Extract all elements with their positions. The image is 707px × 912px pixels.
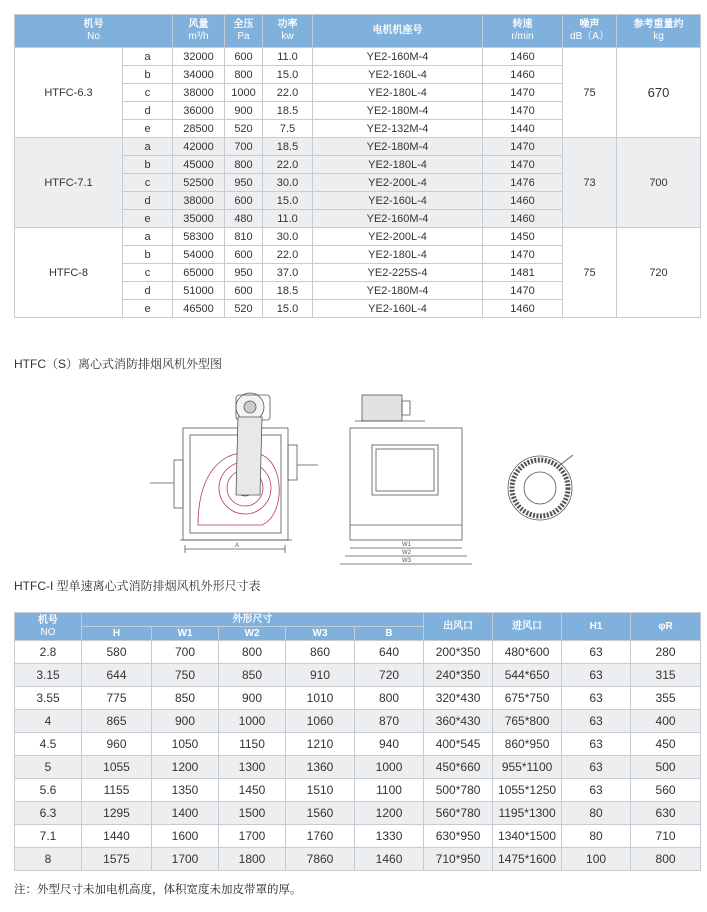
h1-cell: 63 <box>562 756 631 779</box>
front-housing-inner <box>190 435 281 533</box>
motor-cell: YE2-180M-4 <box>313 282 483 300</box>
h-cell: 1155 <box>82 779 152 802</box>
dimension-header-row-1 <box>15 613 701 627</box>
dimension-row <box>15 848 701 871</box>
w2-cell: 1000 <box>219 710 286 733</box>
w1-cell: 1700 <box>152 848 219 871</box>
inlet-cell: 1055*1250 <box>493 779 562 802</box>
performance-row <box>15 48 701 66</box>
dimension-row <box>15 664 701 687</box>
performance-row <box>15 138 701 156</box>
w3-cell: 1010 <box>286 687 355 710</box>
inlet-cell: 1340*1500 <box>493 825 562 848</box>
speed-cell: 1460 <box>483 210 563 228</box>
model-variant-cell: a <box>123 48 173 66</box>
w1-cell: 1350 <box>152 779 219 802</box>
w1-cell: 1400 <box>152 802 219 825</box>
volume-cell: 35000 <box>173 210 225 228</box>
dimension-row <box>15 825 701 848</box>
header-pressure: 全压 Pa <box>225 15 263 48</box>
speed-cell: 1470 <box>483 138 563 156</box>
outlet-cell: 500*780 <box>424 779 493 802</box>
volume-cell: 45000 <box>173 156 225 174</box>
model-variant-cell: d <box>123 102 173 120</box>
b-cell: 870 <box>355 710 424 733</box>
outlet-cell: 360*430 <box>424 710 493 733</box>
pressure-cell: 520 <box>225 300 263 318</box>
h-cell: 960 <box>82 733 152 756</box>
pressure-cell: 600 <box>225 246 263 264</box>
h1-cell: 80 <box>562 825 631 848</box>
b-cell: 1000 <box>355 756 424 779</box>
h-cell: 1295 <box>82 802 152 825</box>
phir-cell: 630 <box>631 802 701 825</box>
model-variant-cell: d <box>123 192 173 210</box>
h1-cell: 63 <box>562 733 631 756</box>
w3-cell: 1510 <box>286 779 355 802</box>
header-motor: 电机机座号 <box>313 15 483 48</box>
outline-drawing-title: HTFC（S）离心式消防排烟风机外型图 <box>14 357 222 371</box>
w3-cell: 910 <box>286 664 355 687</box>
b-cell: 640 <box>355 641 424 664</box>
model-variant-cell: b <box>123 66 173 84</box>
model-variant-cell: a <box>123 138 173 156</box>
left-flange <box>174 460 183 508</box>
volume-cell: 54000 <box>173 246 225 264</box>
model-cell: HTFC-6.3 <box>15 48 123 138</box>
w2-cell: 1150 <box>219 733 286 756</box>
w3-cell: 1060 <box>286 710 355 733</box>
outlet-cell: 240*350 <box>424 664 493 687</box>
h1-cell: 80 <box>562 802 631 825</box>
volume-cell: 65000 <box>173 264 225 282</box>
w3-cell: 7860 <box>286 848 355 871</box>
h1-cell: 100 <box>562 848 631 871</box>
dimension-row <box>15 779 701 802</box>
power-cell: 30.0 <box>263 228 313 246</box>
noise-cell: 75 <box>563 228 617 318</box>
speed-cell: 1470 <box>483 246 563 264</box>
power-cell: 37.0 <box>263 264 313 282</box>
phir-cell: 500 <box>631 756 701 779</box>
dim-header-outlet: 出风口 <box>424 613 493 641</box>
pressure-cell: 810 <box>225 228 263 246</box>
front-view-drawing <box>150 393 318 553</box>
w2-cell: 1700 <box>219 825 286 848</box>
w1-cell: 850 <box>152 687 219 710</box>
b-cell: 720 <box>355 664 424 687</box>
model-variant-cell: d <box>123 282 173 300</box>
dim-header-w2: W2 <box>219 627 286 641</box>
speed-cell: 1460 <box>483 48 563 66</box>
b-cell: 1200 <box>355 802 424 825</box>
power-cell: 18.5 <box>263 138 313 156</box>
phir-cell: 560 <box>631 779 701 802</box>
volume-cell: 42000 <box>173 138 225 156</box>
motor-cell: YE2-160L-4 <box>313 192 483 210</box>
motor-cell: YE2-180L-4 <box>313 84 483 102</box>
h-cell: 865 <box>82 710 152 733</box>
dimension-row <box>15 710 701 733</box>
phir-cell: 450 <box>631 733 701 756</box>
power-cell: 22.0 <box>263 246 313 264</box>
pressure-cell: 800 <box>225 66 263 84</box>
speed-cell: 1460 <box>483 66 563 84</box>
pressure-cell: 700 <box>225 138 263 156</box>
volume-cell: 36000 <box>173 102 225 120</box>
fan-outline-drawings <box>0 375 707 575</box>
motor-cell: YE2-180L-4 <box>313 246 483 264</box>
w1-cell: 1200 <box>152 756 219 779</box>
inlet-cell: 1475*1600 <box>493 848 562 871</box>
w1-cell: 700 <box>152 641 219 664</box>
model-variant-cell: b <box>123 156 173 174</box>
dim-header-b: B <box>355 627 424 641</box>
weight-cell: 700 <box>617 138 701 228</box>
weight-cell: 670 <box>617 48 701 138</box>
dim-label-w2: W2 <box>402 550 411 556</box>
h1-cell: 63 <box>562 641 631 664</box>
model-variant-cell: a <box>123 228 173 246</box>
right-flange <box>288 445 297 480</box>
power-cell: 18.5 <box>263 282 313 300</box>
noise-cell: 73 <box>563 138 617 228</box>
header-power: 功率 kw <box>263 15 313 48</box>
inlet-cell: 860*950 <box>493 733 562 756</box>
dim-label-w3: W3 <box>402 558 411 564</box>
motor-shaft <box>244 401 256 413</box>
power-cell: 15.0 <box>263 300 313 318</box>
h-cell: 580 <box>82 641 152 664</box>
pressure-cell: 600 <box>225 282 263 300</box>
w2-cell: 1800 <box>219 848 286 871</box>
h-cell: 644 <box>82 664 152 687</box>
dim-header-group: 外形尺寸 <box>82 613 424 627</box>
dim-header-h1: H1 <box>562 613 631 641</box>
power-cell: 22.0 <box>263 84 313 102</box>
speed-cell: 1450 <box>483 228 563 246</box>
volume-cell: 38000 <box>173 192 225 210</box>
side-motor <box>362 395 402 421</box>
dim-header-h: H <box>82 627 152 641</box>
performance-row <box>15 228 701 246</box>
phir-cell: 400 <box>631 710 701 733</box>
pressure-cell: 600 <box>225 48 263 66</box>
impeller-view-drawing <box>508 455 573 520</box>
power-cell: 7.5 <box>263 120 313 138</box>
phir-cell: 355 <box>631 687 701 710</box>
header-weight: 参考重量约 kg <box>617 15 701 48</box>
w2-cell: 1300 <box>219 756 286 779</box>
motor-cell: YE2-160L-4 <box>313 300 483 318</box>
model-no-cell: 4.5 <box>15 733 82 756</box>
power-cell: 15.0 <box>263 66 313 84</box>
inlet-cell: 675*750 <box>493 687 562 710</box>
motor-cell: YE2-225S-4 <box>313 264 483 282</box>
b-cell: 800 <box>355 687 424 710</box>
speed-cell: 1470 <box>483 282 563 300</box>
volume-cell: 32000 <box>173 48 225 66</box>
model-no-cell: 6.3 <box>15 802 82 825</box>
outlet-cell: 320*430 <box>424 687 493 710</box>
side-motor-end <box>402 401 410 415</box>
model-variant-cell: e <box>123 300 173 318</box>
header-model: 机号 No <box>15 15 173 48</box>
outlet-cell: 560*780 <box>424 802 493 825</box>
power-cell: 11.0 <box>263 48 313 66</box>
model-no-cell: 4 <box>15 710 82 733</box>
volume-cell: 38000 <box>173 84 225 102</box>
header-volume: 风量 m³/h <box>173 15 225 48</box>
speed-cell: 1460 <box>483 192 563 210</box>
model-variant-cell: e <box>123 120 173 138</box>
weight-cell: 720 <box>617 228 701 318</box>
model-variant-cell: c <box>123 264 173 282</box>
dimension-table-body <box>15 641 701 871</box>
model-no-cell: 8 <box>15 848 82 871</box>
pressure-cell: 1000 <box>225 84 263 102</box>
h1-cell: 63 <box>562 710 631 733</box>
motor-cell: YE2-160L-4 <box>313 66 483 84</box>
performance-table-body <box>15 48 701 318</box>
model-no-cell: 2.8 <box>15 641 82 664</box>
outlet-cell: 200*350 <box>424 641 493 664</box>
volume-cell: 34000 <box>173 66 225 84</box>
dimension-table-title: HTFC-I 型单速离心式消防排烟风机外形尺寸表 <box>14 579 261 593</box>
power-cell: 18.5 <box>263 102 313 120</box>
outlet-cell: 710*950 <box>424 848 493 871</box>
motor-cell: YE2-180M-4 <box>313 102 483 120</box>
speed-cell: 1470 <box>483 156 563 174</box>
outlet-cell: 630*950 <box>424 825 493 848</box>
h-cell: 775 <box>82 687 152 710</box>
volume-cell: 52500 <box>173 174 225 192</box>
h1-cell: 63 <box>562 664 631 687</box>
motor-cell: YE2-180L-4 <box>313 156 483 174</box>
volume-cell: 46500 <box>173 300 225 318</box>
phir-cell: 800 <box>631 848 701 871</box>
b-cell: 1100 <box>355 779 424 802</box>
phi-r-leader <box>560 455 573 465</box>
outlet-cell: 450*660 <box>424 756 493 779</box>
model-no-cell: 3.15 <box>15 664 82 687</box>
model-cell: HTFC-7.1 <box>15 138 123 228</box>
model-variant-cell: e <box>123 210 173 228</box>
model-no-cell: 5.6 <box>15 779 82 802</box>
h-cell: 1575 <box>82 848 152 871</box>
dim-label-w1: W1 <box>402 542 411 548</box>
header-speed: 转速 r/min <box>483 15 563 48</box>
pressure-cell: 520 <box>225 120 263 138</box>
pressure-cell: 950 <box>225 174 263 192</box>
speed-cell: 1476 <box>483 174 563 192</box>
volume-cell: 58300 <box>173 228 225 246</box>
front-housing <box>183 428 288 540</box>
power-cell: 30.0 <box>263 174 313 192</box>
power-cell: 15.0 <box>263 192 313 210</box>
power-cell: 11.0 <box>263 210 313 228</box>
w2-cell: 850 <box>219 664 286 687</box>
inlet-cell: 1195*1300 <box>493 802 562 825</box>
w3-cell: 1760 <box>286 825 355 848</box>
footnote: 注：外型尺寸未加电机高度，体积宽度未加皮带罩的厚。 <box>14 884 302 896</box>
motor-cell: YE2-160M-4 <box>313 48 483 66</box>
pressure-cell: 800 <box>225 156 263 174</box>
motor-cell: YE2-200L-4 <box>313 228 483 246</box>
w3-cell: 1360 <box>286 756 355 779</box>
side-outlet <box>372 445 438 495</box>
model-no-cell: 7.1 <box>15 825 82 848</box>
w1-cell: 1600 <box>152 825 219 848</box>
w3-cell: 860 <box>286 641 355 664</box>
dimension-row <box>15 641 701 664</box>
w3-cell: 1210 <box>286 733 355 756</box>
w2-cell: 1500 <box>219 802 286 825</box>
pressure-cell: 900 <box>225 102 263 120</box>
motor-cell: YE2-180M-4 <box>313 138 483 156</box>
dimension-row <box>15 756 701 779</box>
phir-cell: 315 <box>631 664 701 687</box>
w1-cell: 1050 <box>152 733 219 756</box>
motor-cell: YE2-132M-4 <box>313 120 483 138</box>
performance-table <box>14 14 701 318</box>
dim-label-a: A <box>235 543 240 549</box>
dimension-row <box>15 802 701 825</box>
w3-cell: 1560 <box>286 802 355 825</box>
performance-header-row <box>15 15 701 48</box>
model-cell: HTFC-8 <box>15 228 123 318</box>
h1-cell: 63 <box>562 779 631 802</box>
h-cell: 1055 <box>82 756 152 779</box>
motor-cell: YE2-200L-4 <box>313 174 483 192</box>
speed-cell: 1460 <box>483 300 563 318</box>
dim-header-w3: W3 <box>286 627 355 641</box>
power-cell: 22.0 <box>263 156 313 174</box>
b-cell: 1330 <box>355 825 424 848</box>
pressure-cell: 480 <box>225 210 263 228</box>
volume-cell: 28500 <box>173 120 225 138</box>
w2-cell: 900 <box>219 687 286 710</box>
inlet-cell: 765*800 <box>493 710 562 733</box>
pressure-cell: 950 <box>225 264 263 282</box>
dim-header-inlet: 进风口 <box>493 613 562 641</box>
speed-cell: 1470 <box>483 102 563 120</box>
dim-header-w1: W1 <box>152 627 219 641</box>
model-no-cell: 5 <box>15 756 82 779</box>
model-variant-cell: b <box>123 246 173 264</box>
phir-cell: 280 <box>631 641 701 664</box>
model-no-cell: 3.55 <box>15 687 82 710</box>
dim-header-phir: φR <box>631 613 701 641</box>
noise-cell: 75 <box>563 48 617 138</box>
inlet-cell: 955*1100 <box>493 756 562 779</box>
speed-cell: 1440 <box>483 120 563 138</box>
dimension-table <box>14 612 701 871</box>
w2-cell: 800 <box>219 641 286 664</box>
w1-cell: 900 <box>152 710 219 733</box>
h1-cell: 63 <box>562 687 631 710</box>
impeller-inlet <box>524 472 556 504</box>
b-cell: 940 <box>355 733 424 756</box>
dim-header-model: 机号 NO <box>15 613 82 641</box>
dimension-row <box>15 687 701 710</box>
inlet-cell: 544*650 <box>493 664 562 687</box>
speed-cell: 1470 <box>483 84 563 102</box>
inlet-cell: 480*600 <box>493 641 562 664</box>
b-cell: 1460 <box>355 848 424 871</box>
side-view-drawing <box>340 395 472 564</box>
model-variant-cell: c <box>123 84 173 102</box>
motor-cell: YE2-160M-4 <box>313 210 483 228</box>
phir-cell: 710 <box>631 825 701 848</box>
w2-cell: 1450 <box>219 779 286 802</box>
pressure-cell: 600 <box>225 192 263 210</box>
w1-cell: 750 <box>152 664 219 687</box>
speed-cell: 1481 <box>483 264 563 282</box>
header-noise: 噪声 dB（A） <box>563 15 617 48</box>
model-variant-cell: c <box>123 174 173 192</box>
outlet-cell: 400*545 <box>424 733 493 756</box>
dimension-row <box>15 733 701 756</box>
h-cell: 1440 <box>82 825 152 848</box>
volume-cell: 51000 <box>173 282 225 300</box>
belt-guard <box>236 417 262 495</box>
